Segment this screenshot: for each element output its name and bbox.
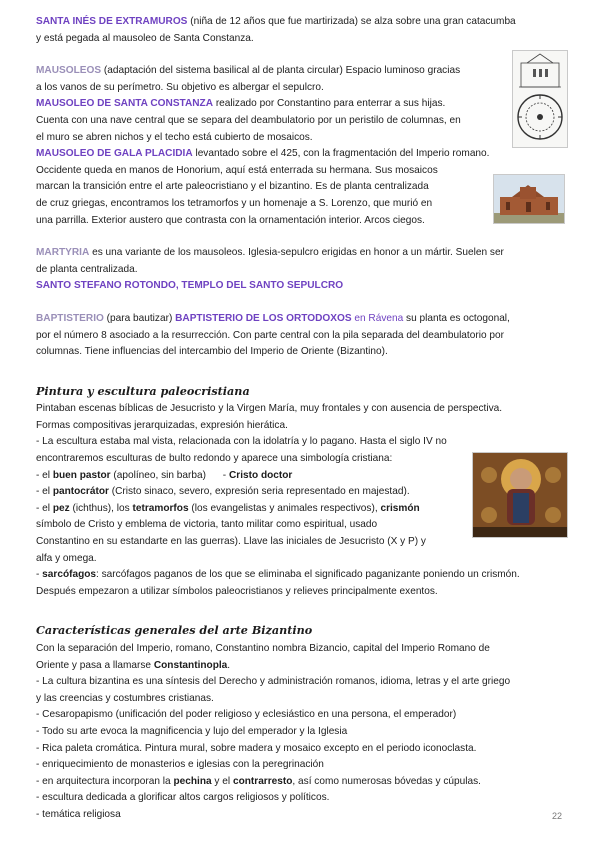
santa-constanza-plan-image xyxy=(512,50,568,148)
pez: pez xyxy=(52,502,70,514)
bizantino-item: - Rica paleta cromática. Pintura mural, sobre madera y mosaico excepto en el periodo iconoclasta. xyxy=(36,742,477,754)
contrarresto: contrarresto xyxy=(232,775,293,787)
bizantino-item: - enriquecimiento de monasterios e iglesias con la peregrinación xyxy=(36,759,324,771)
martyria-paragraph: MARTYRIA es una variante de los mausoleos. Iglesia-sepulcro erigidas en honor a un mártir. Suelen ser de planta centralizada. xyxy=(36,247,504,275)
pintura-heading: Pintura y escultura paleocristiana xyxy=(36,383,250,398)
gala-placidia-drawing xyxy=(494,175,565,224)
baptisterio-title: BAPTISTERIO DE LOS ORTODOXOS xyxy=(175,312,352,324)
gala-placidia-image xyxy=(493,174,565,224)
cristo-doctor: Cristo doctor xyxy=(228,469,293,481)
santa-ines-title: SANTA INÉS DE EXTRAMUROS xyxy=(36,16,188,27)
mausoleos-term: MAUSOLEOS xyxy=(36,65,102,77)
pantocrator-drawing xyxy=(473,453,568,538)
sarcofagos: sarcófagos xyxy=(42,569,97,581)
mausoleos-section: MAUSOLEOS (adaptación del sistema basilical al de planta circular) Espacio luminoso gracias a los vanos de su perímetro. Su objetivo es albergar el sepulcro. MAUSOLEO DE SANTA CONSTANZA realizado por Constantino para enterrar a sus hijas. xyxy=(36,65,461,110)
bizantino-item: - escultura dedicada a glorificar altos cargos religiosos y políticos. xyxy=(36,792,330,804)
santa-ines-paragraph: SANTA INÉS DE EXTRAMUROS (niña de 12 años que fue martirizada) se alza sobre una gran catacumba y está pegada al mausoleo de Santa Constanza. xyxy=(36,16,516,44)
bizantino-item: y las creencias y costumbres cristianas. xyxy=(36,692,214,704)
pantocrator-image xyxy=(472,452,568,538)
baptisterio-term: BAPTISTERIO xyxy=(36,312,104,324)
martyria-example: SANTO STEFANO ROTONDO, TEMPLO DEL SANTO SEPULCRO xyxy=(36,280,344,292)
baptisterio-paragraph: BAPTISTERIO (para bautizar) BAPTISTERIO DE LOS ORTODOXOS en Rávena su planta es octogonal, por el número 8 asociado a la resurrección. Con parte central con la pila separada del deambulatorio por columnas. Tiene influencias del intercambio del Imperio de Oriente (Bizantino). xyxy=(36,312,510,358)
bizantino-item: - La cultura bizantina es una síntesis del Derecho y administración romanos, idioma, letras y el arte griego xyxy=(36,676,511,688)
tetramorfos: tetramorfos xyxy=(132,502,189,514)
martyria-term: MARTYRIA xyxy=(36,247,90,259)
gala-placidia-title: MAUSOLEO DE GALA PLACIDIA xyxy=(36,148,193,160)
pantocrator: pantocrátor xyxy=(52,486,109,498)
bizantino-item: - en arquitectura incorporan la pechina y el contrarresto, así como numerosas bóvedas y cúpulas. xyxy=(36,775,481,787)
bizantino-item: - temática religiosa xyxy=(36,808,121,820)
bizantino-item: - Cesaropapismo (unificación del poder religioso y eclesiástico en una persona, el emperador) xyxy=(36,709,457,721)
document-page: SANTA INÉS DE EXTRAMUROS (niña de 12 años que fue martirizada) se alza sobre una gran catacumba y está pegada al mausoleo de Santa Constanza. MAUSOLEOS (adaptación del sistema basilical al de planta circular) Espacio luminoso gracias a los vanos de su perímetro. Su objetivo es albergar el sepulcro. MAUSOLEO DE SANTA CONSTANZA realizado por Constantino para enterrar a sus hijas. Cuenta con una nave central que se separa del deambulatorio por un peristilo de columnas, en el muro se abren nichos y el techo está cubierto de mosaicos. MAUSOLEO DE GALA PLACIDIA levantado sobre el 425, con la fragmentación del Imperio romano. Occidente queda en manos de Honorium, aquí está enterrada su hermana. Sus mosaicos marcan la transición entre el arte paleocristiano y el bizantino. Es de planta centralizada de cruz griegas, encontramos los tetramorfos y un homenaje a S. Lorenzo, que murió en una parrilla. Exterior austero que contrasta con la ornamentación interior. Arcos ciegos. MARTYRIA es una variante de los mausoleos. Iglesia-sepulcro erigidas en honor a un mártir. Suelen ser de planta centralizada. SANTO STEFANO ROTONDO, TEMPLO DEL SANTO SEPULCRO BAPTISTERIO (para bautizar) BAPTISTERIO DE LOS ORTODOXOS en Rávena su planta es octogonal, por el número 8 asociado a la resurrección. Con parte central con la pila separada del deambulatorio por columnas. Tiene influencias del intercambio del Imperio de Oriente (Bizantino). Pintura y escultura paleocristiana Pintaban escenas bíblicas de Jesucristo y la Virgen María, muy frontales y con ausencia de perspectiva. Formas compositivas jerarquizadas, expresión hierática. - La escultura estaba mal vista, relacionada con la idolatría y lo pagano. Hasta el siglo IV no encontraremos esculturas de bulto redondo y aparece una simbología cristiana: - el buen pastor (apolíneo, sin barba) - Cristo doctor - el pantocrátor (Cristo sinaco, severo, expresión seria representado en majestad). - el pez (ichthus), los tetramorfos (los evangelistas y animales respectivos), crismón símbolo de Cristo y emblema de victoria, tanto militar como espiritual, usado Constantino en su estandarte en las guerras). Llave las iniciales de Jesucristo (X y P) y alfa y omega. - sarcófagos: sarcófagos paganos de los que se eliminaba el significado paganizante poniendo un crismón. Después empezaron a utilizar símbolos paleocristianos y relieves principalmente exentos. Características generales del arte Bizantino Con la separación del Imperio, romano, Constantino nombra Bizancio, capital del Imperio Romano de Oriente y pasa a llamarse Constantinopla. - La cultura bizantina es una síntesis del Derecho y administración romanos, idioma, letras y el arte griego y las creencias y costumbres cristianas. - Cesaropapismo (unificación del poder religioso y eclesiástico en una persona, el emperador) - Todo su arte evoca la magnificencia y lujo del emperador y la Iglesia - Rica paleta cromática. Pintura mural, sobre madera y mosaico excepto en el periodo iconoclasta. - enriquecimiento de monasterios e iglesias con la peregrinación - en arquitectura incorporan la pechina y el contrarresto, así como numerosas bóvedas y cúpulas. - escultura dedicada a glorificar altos cargos religiosos y políticos. - temática religiosa xyxy=(36,14,566,824)
santa-constanza-title: MAUSOLEO DE SANTA CONSTANZA xyxy=(36,98,214,110)
bizantino-heading: Características generales del arte Bizantino xyxy=(36,623,313,638)
page-number: 22 xyxy=(551,811,562,821)
constantinopla: Constantinopla xyxy=(153,659,228,671)
buen-pastor: buen pastor xyxy=(52,469,111,481)
pechina: pechina xyxy=(173,775,212,787)
bizantino-item: - Todo su arte evoca la magnificencia y lujo del emperador y la Iglesia xyxy=(36,725,348,737)
crismon: crismón xyxy=(380,502,420,514)
santa-constanza-drawing xyxy=(513,51,567,147)
